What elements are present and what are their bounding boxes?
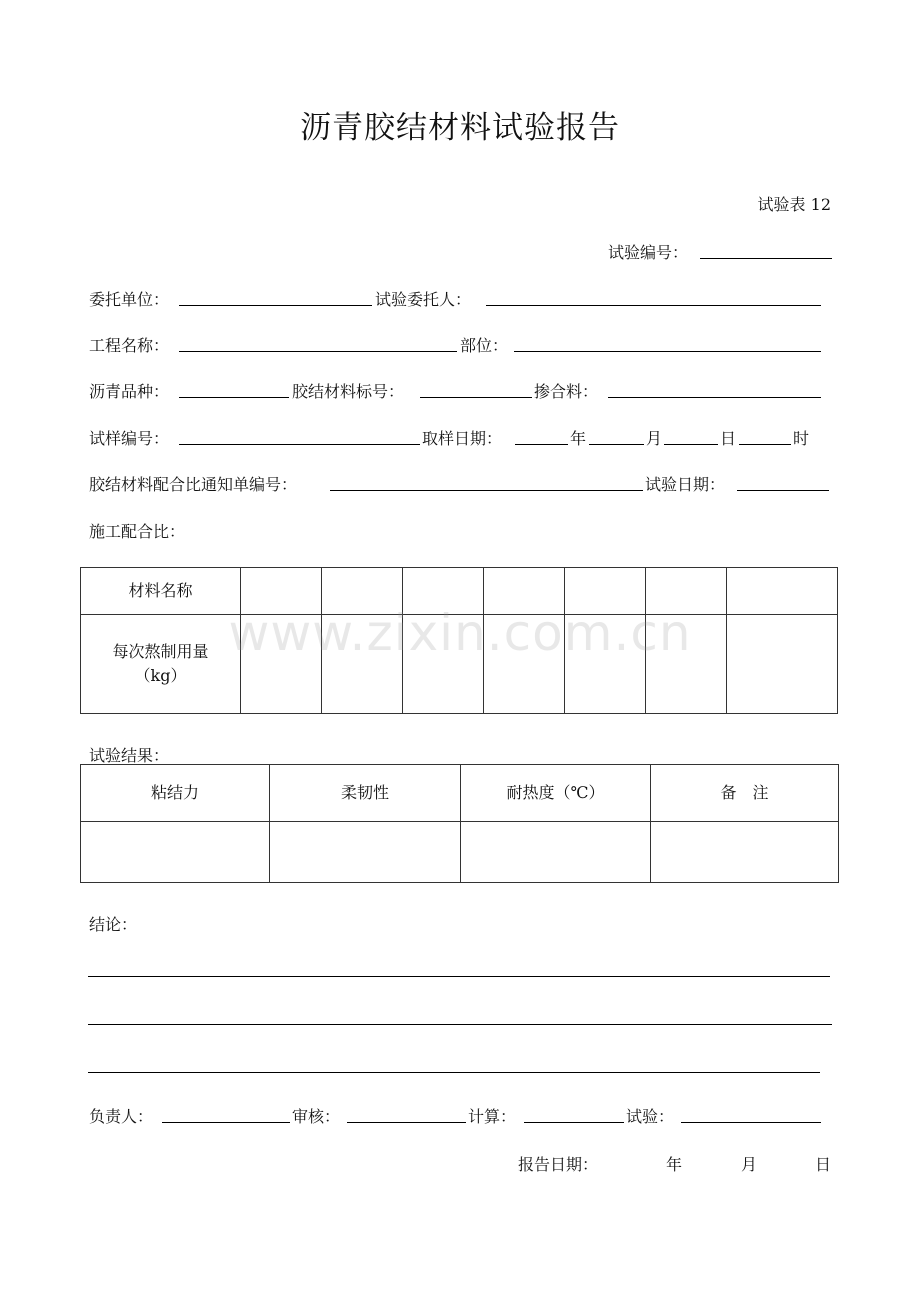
sampling-year-field[interactable]: [515, 444, 568, 445]
conclusion-line-1[interactable]: [88, 976, 830, 977]
test-no-field[interactable]: [700, 258, 832, 259]
admixture-label: 掺合料：: [534, 382, 599, 401]
form-number: 试验表 12: [757, 195, 831, 214]
test-field[interactable]: [681, 1122, 821, 1123]
adhesion-result-cell[interactable]: [81, 822, 270, 883]
responsible-field[interactable]: [162, 1122, 290, 1123]
sampling-month-label: 月: [646, 429, 663, 448]
sampling-day-label: 日: [720, 429, 737, 448]
material-name-header: 材料名称: [81, 568, 241, 615]
sampling-hour-label: 时: [793, 429, 810, 448]
report-year-label: 年: [666, 1155, 683, 1174]
conclusion-line-2[interactable]: [88, 1024, 832, 1025]
review-label: 审核：: [292, 1107, 341, 1126]
calc-label: 计算：: [468, 1107, 517, 1126]
calc-field[interactable]: [524, 1122, 624, 1123]
responsible-label: 负责人：: [89, 1107, 154, 1126]
sampling-date-label: 取样日期：: [422, 429, 503, 448]
project-field[interactable]: [179, 351, 457, 352]
admixture-field[interactable]: [608, 397, 821, 398]
sampling-hour-field[interactable]: [739, 444, 791, 445]
flexibility-header: 柔韧性: [270, 765, 461, 822]
report-title: 沥青胶结材料试验报告: [300, 110, 620, 146]
sampling-year-label: 年: [570, 429, 587, 448]
dosage-header-unit: （kg）: [134, 666, 187, 685]
mix-notice-field[interactable]: [330, 490, 643, 491]
adhesion-header: 粘结力: [81, 765, 270, 822]
sampling-month-field[interactable]: [589, 444, 644, 445]
conclusion-label: 结论：: [89, 915, 138, 934]
project-label: 工程名称：: [89, 336, 170, 355]
part-field[interactable]: [514, 351, 821, 352]
asphalt-type-field[interactable]: [179, 397, 289, 398]
results-label: 试验结果：: [89, 746, 170, 765]
report-month-label: 月: [741, 1155, 758, 1174]
construction-mix-label: 施工配合比：: [89, 522, 186, 541]
remarks-cell[interactable]: [651, 822, 839, 883]
sample-no-label: 试样编号：: [89, 429, 170, 448]
report-day-label: 日: [815, 1155, 832, 1174]
test-date-label: 试验日期：: [645, 475, 726, 494]
sampling-day-field[interactable]: [664, 444, 718, 445]
heat-resistance-header: 耐热度（℃）: [461, 765, 651, 822]
test-date-field[interactable]: [737, 490, 829, 491]
review-field[interactable]: [347, 1122, 466, 1123]
client-label: 委托单位：: [89, 290, 170, 309]
watermark: www.zixin.com.cn: [228, 604, 692, 662]
sample-no-field[interactable]: [179, 444, 420, 445]
part-label: 部位：: [460, 336, 509, 355]
requester-label: 试验委托人：: [375, 290, 472, 309]
flexibility-result-cell[interactable]: [270, 822, 461, 883]
report-date-label: 报告日期：: [518, 1155, 599, 1174]
test-no-label: 试验编号：: [608, 243, 689, 262]
binder-grade-field[interactable]: [420, 397, 532, 398]
dosage-header-line1: 每次熬制用量: [112, 642, 209, 661]
test-label: 试验：: [626, 1107, 675, 1126]
client-field[interactable]: [179, 305, 372, 306]
requester-field[interactable]: [486, 305, 821, 306]
binder-grade-label: 胶结材料标号：: [292, 382, 405, 401]
results-table: [80, 764, 839, 883]
remarks-header: 备 注: [651, 765, 839, 822]
heat-resistance-result-cell[interactable]: [461, 822, 651, 883]
asphalt-type-label: 沥青品种：: [89, 382, 170, 401]
mix-notice-label: 胶结材料配合比通知单编号：: [89, 475, 298, 494]
conclusion-line-3[interactable]: [88, 1072, 820, 1073]
